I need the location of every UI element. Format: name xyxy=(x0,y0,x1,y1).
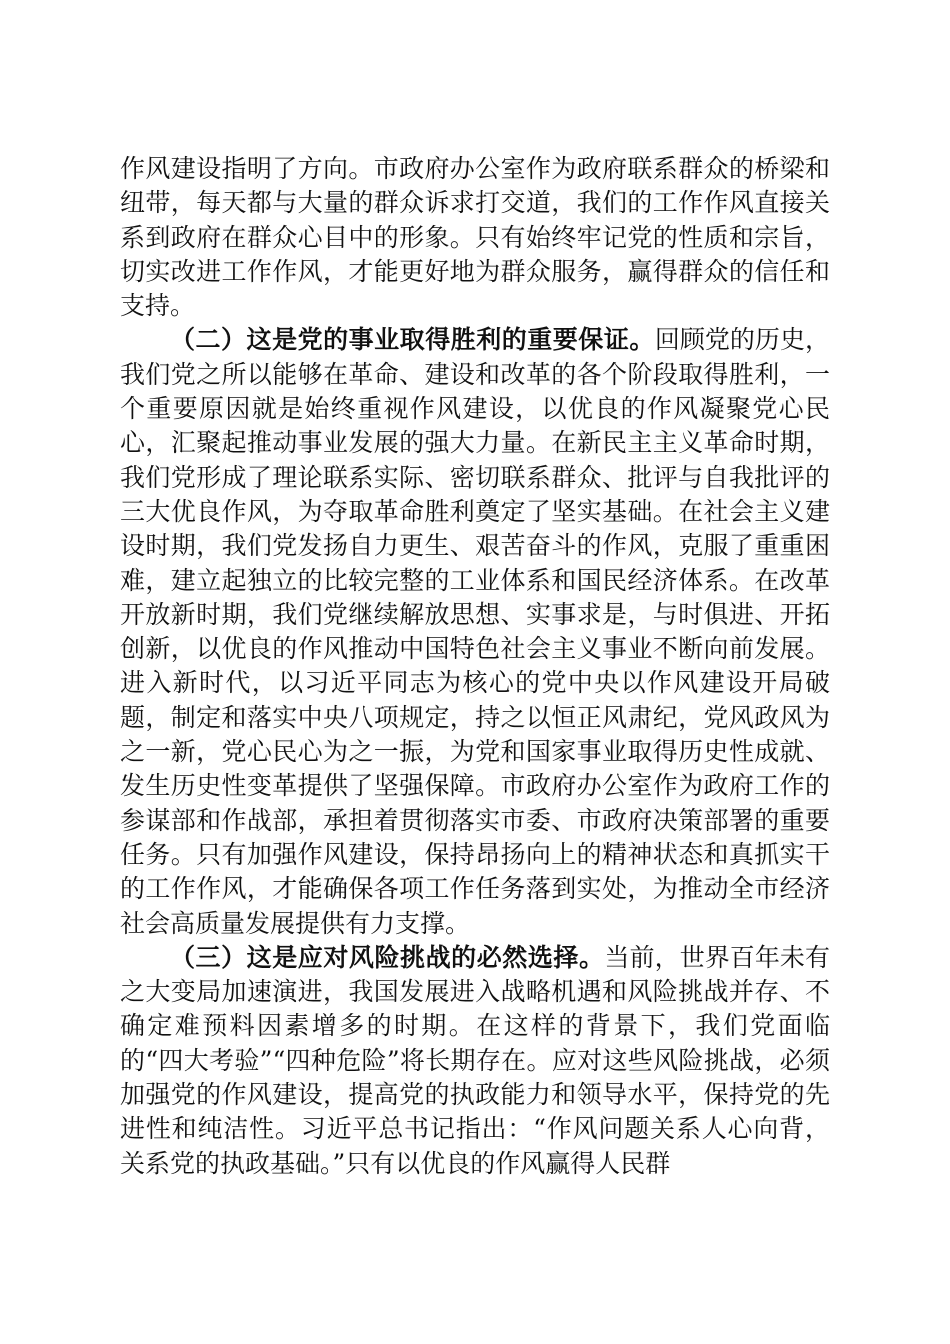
paragraph-section-3 xyxy=(120,941,830,1181)
paragraph-text: 当前，世界百年未有之大变局加速演进，我国发展进入战略机遇和风险挑战并存、不确定难预料因素增多的时期。在这样的背景下，我们党面临的“四大考验”“四种危险”将长期存在。应对这些风险挑战，必须加强党的作风建设，提高党的执政能力和领导水平，保持党的先进性和纯洁性。习近平总书记指出：“作风问题关系人心向背，关系党的执政基础。”只有以优良的作风赢得人民群 xyxy=(120,942,830,1178)
paragraph-section-2 xyxy=(120,323,830,940)
document-body xyxy=(120,152,830,1181)
paragraph-text: 回顾党的历史，我们党之所以能够在革命、建设和改革的各个阶段取得胜利，一个重要原因就是始终重视作风建设，以优良的作风凝聚党心民心，汇聚起推动事业发展的强大力量。在新民主主义革命时期，我们党形成了理论联系实际、密切联系群众、批评与自我批评的三大优良作风，为夺取革命胜利奠定了坚实基础。在社会主义建设时期，我们党发扬自力更生、艰苦奋斗的作风，克服了重重困难，建立起独立的比较完整的工业体系和国民经济体系。在改革开放新时期，我们党继续解放思想、实事求是，与时俱进、开拓创新，以优良的作风推动中国特色社会主义事业不断向前发展。进入新时代，以习近平同志为核心的党中央以作风建设开局破题，制定和落实中央八项规定，持之以恒正风肃纪，党风政风为之一新，党心民心为之一振，为党和国家事业取得历史性成就、发生历史性变革提供了坚强保障。市政府办公室作为政府工作的参谋部和作战部，承担着贯彻落实市委、市政府决策部署的重要任务。只有加强作风建设，保持昂扬向上的精神状态和真抓实干的工作作风，才能确保各项工作任务落到实处，为推动全市经济社会高质量发展提供有力支撑。 xyxy=(120,325,830,938)
paragraph-continuation xyxy=(120,152,830,323)
paragraph-text: 作风建设指明了方向。市政府办公室作为政府联系群众的桥梁和纽带，每天都与大量的群众诉求打交道，我们的工作作风直接关系到政府在群众心目中的形象。只有始终牢记党的性质和宗旨，切实改进工作作风，才能更好地为群众服务，赢得群众的信任和支持。 xyxy=(120,154,830,321)
section-heading: （三）这是应对风险挑战的必然选择。 xyxy=(170,942,605,972)
section-heading: （二）这是党的事业取得胜利的重要保证。 xyxy=(170,325,655,355)
